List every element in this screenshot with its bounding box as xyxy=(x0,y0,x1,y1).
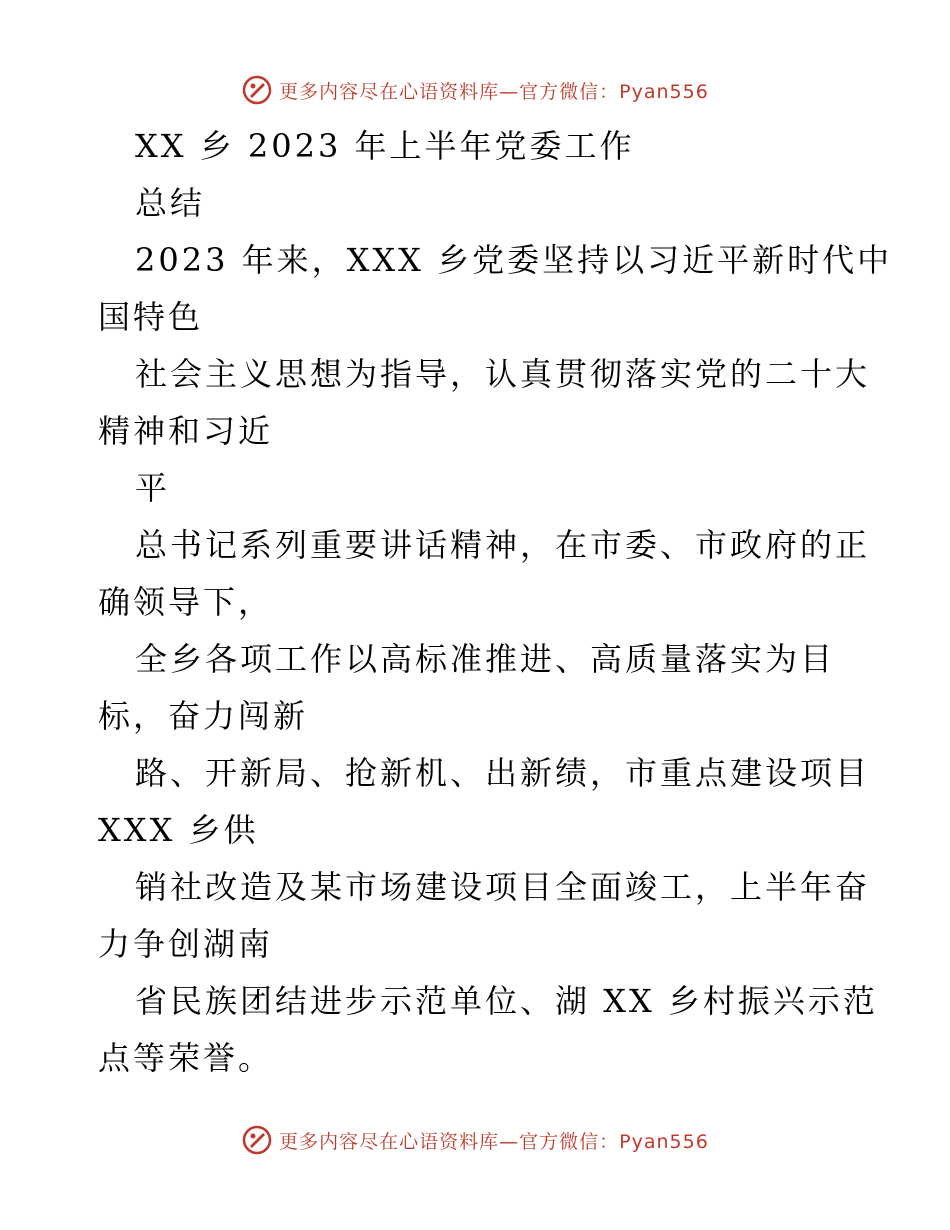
watermark-text: 更多内容尽在心语资料库—官方微信：Pyan556 xyxy=(279,1130,709,1153)
paragraph-line: 路、开新局、抢新机、出新绩，市重点建设项目 xyxy=(135,754,871,792)
paragraph-line: 国特色 xyxy=(98,298,204,336)
paragraph-line: 2023 年来，XXX 乡党委坚持以习近平新时代中 xyxy=(135,241,893,279)
document-title-line-1: XX 乡 2023 年上半年党委工作 xyxy=(135,127,635,165)
paragraph-line: 标，奋力闯新 xyxy=(98,697,309,735)
paragraph-line: 点等荣誉。 xyxy=(98,1039,274,1077)
paragraph-line: 总书记系列重要讲话精神，在市委、市政府的正 xyxy=(135,526,871,564)
paragraph-line: 精神和习近 xyxy=(98,412,274,450)
paragraph-line: 确领导下， xyxy=(98,583,274,621)
paragraph-line: 平 xyxy=(135,469,171,507)
quill-seal-icon xyxy=(241,74,273,106)
document-body xyxy=(98,118,893,1087)
header-watermark-banner xyxy=(0,70,950,110)
paragraph-line: 省民族团结进步示范单位、湖 XX 乡村振兴示范 xyxy=(135,982,878,1020)
paragraph-line: XXX 乡供 xyxy=(98,811,259,849)
document-title-line-2: 总结 xyxy=(135,184,206,222)
paragraph-line: 力争创湖南 xyxy=(98,925,274,963)
quill-seal-icon xyxy=(241,1124,273,1156)
paragraph-line: 社会主义思想为指导，认真贯彻落实党的二十大 xyxy=(135,355,871,393)
footer-watermark-banner xyxy=(0,1120,950,1160)
paragraph-line: 全乡各项工作以高标准推进、高质量落实为目 xyxy=(135,640,836,678)
paragraph-line: 销社改造及某市场建设项目全面竣工，上半年奋 xyxy=(135,868,871,906)
watermark-text: 更多内容尽在心语资料库—官方微信：Pyan556 xyxy=(279,80,709,103)
